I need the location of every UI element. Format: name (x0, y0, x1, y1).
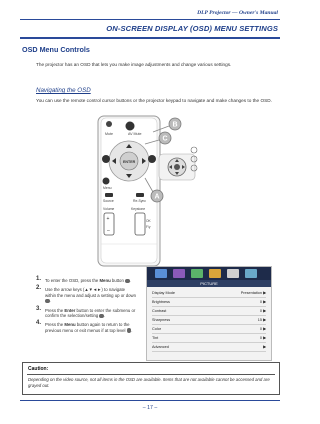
osd-row: Brightness 0 ▶ (152, 299, 266, 307)
ok-label: OK (146, 219, 151, 223)
osd-tab-bar (147, 267, 271, 280)
projector-keypad (159, 154, 195, 180)
step-text-end: button (110, 278, 124, 283)
step-bold: Enter (64, 307, 76, 313)
menu-label: Menu (103, 186, 112, 190)
step-number: 1. (36, 276, 42, 282)
page-number: – 17 – (142, 405, 158, 411)
osd-menu-screenshot (146, 266, 272, 361)
step-text: Press the (45, 307, 65, 313)
navigating-text: You can use the remote control cursor buttons or the projector keypad to navigate and make changes to the OSD. (36, 98, 272, 103)
button-icon (127, 328, 132, 333)
callout-a-letter: A (154, 193, 160, 201)
step-bold: Menu (64, 322, 76, 328)
volume-label: Volume (103, 207, 115, 211)
step-item: 1. To enter the OSD, press the Menu button . (36, 276, 131, 283)
info-tab-icon (245, 269, 257, 278)
osd-row: Color 0 ▶ (152, 326, 266, 334)
step-list (36, 278, 136, 337)
osd-controls-intro: The projector has an OSD that lets you make image adjustments and change various settings. (36, 62, 232, 67)
step-number: 2. (36, 285, 42, 292)
osd-controls-heading: OSD Menu Controls (22, 45, 90, 54)
osd-row: Tint 0 ▶ (152, 335, 266, 343)
osd-row: Advanced ▶ (152, 344, 266, 352)
step-number: 4. (36, 320, 42, 327)
setup-tab-icon (209, 269, 221, 278)
footer-rule (20, 400, 280, 401)
keystone-label: Keystone (131, 207, 146, 211)
caution-divider (27, 374, 275, 375)
button-icon (45, 299, 50, 304)
step-item: 3. Press the Enter button to enter the submenu or confirm the selection/setting . (36, 305, 136, 319)
resync-label: Re-Sync (133, 199, 147, 203)
osd-row: Display Mode Presentation ▶ (152, 290, 266, 298)
step-text-end: button again to return to the previous menu or exit menus if at top level (45, 322, 130, 333)
step-text: To enter the OSD, press the (45, 278, 100, 283)
computer-tab-icon (173, 269, 185, 278)
section-title: ON-SCREEN DISPLAY (OSD) MENU SETTINGS (106, 24, 278, 33)
step-text-end: button to enter the submenu or confirm the selection/setting (45, 307, 136, 319)
callout-b-letter: B (172, 121, 178, 129)
button-icon (125, 279, 130, 284)
picture-tab-icon (155, 269, 167, 278)
ffy-label: F/y (146, 225, 151, 229)
running-header: DLP Projector — Owner's Manual (197, 10, 278, 16)
section-rule (20, 37, 280, 39)
remote-control-illustration (95, 114, 203, 268)
caution-box (22, 362, 280, 395)
video-tab-icon (191, 269, 203, 278)
header-rule (20, 19, 280, 20)
step-text: Use the arrow keys (▲▼◄►) to navigate within the menu and adjust a setting up or down (45, 287, 137, 298)
options-tab-icon (227, 269, 239, 278)
osd-row: Contrast 0 ▶ (152, 308, 266, 316)
enter-label: ENTER (123, 160, 136, 164)
mute-label: Mute (105, 132, 113, 136)
button-icon (99, 314, 104, 319)
osd-row: Sharpness 15 ▶ (152, 317, 266, 325)
source-label: Source (103, 199, 114, 203)
osd-menu-title: PICTURE (147, 280, 271, 287)
svg-text:+: + (106, 216, 110, 222)
svg-text:–: – (107, 228, 110, 234)
callout-c-letter: C (162, 135, 168, 143)
step-item: 4. Press the Menu button again to return to the previous menu or exit menus if at top level . (36, 320, 133, 333)
step-number: 3. (36, 305, 42, 312)
caution-title: Caution: (28, 366, 49, 372)
step-bold: Menu (99, 278, 111, 283)
caution-text: Depending on the video source, not all items in the OSD are available. Items that are not available cannot be accessed and are grayed out. (28, 377, 270, 388)
av-mute-label: AV Mute (128, 132, 142, 136)
step-item: 2. Use the arrow keys (▲▼◄►) to navigate within the menu and adjust a setting up or down . (36, 285, 137, 304)
navigating-heading: Navigating the OSD (36, 87, 91, 94)
step-text: Press the (45, 322, 65, 328)
